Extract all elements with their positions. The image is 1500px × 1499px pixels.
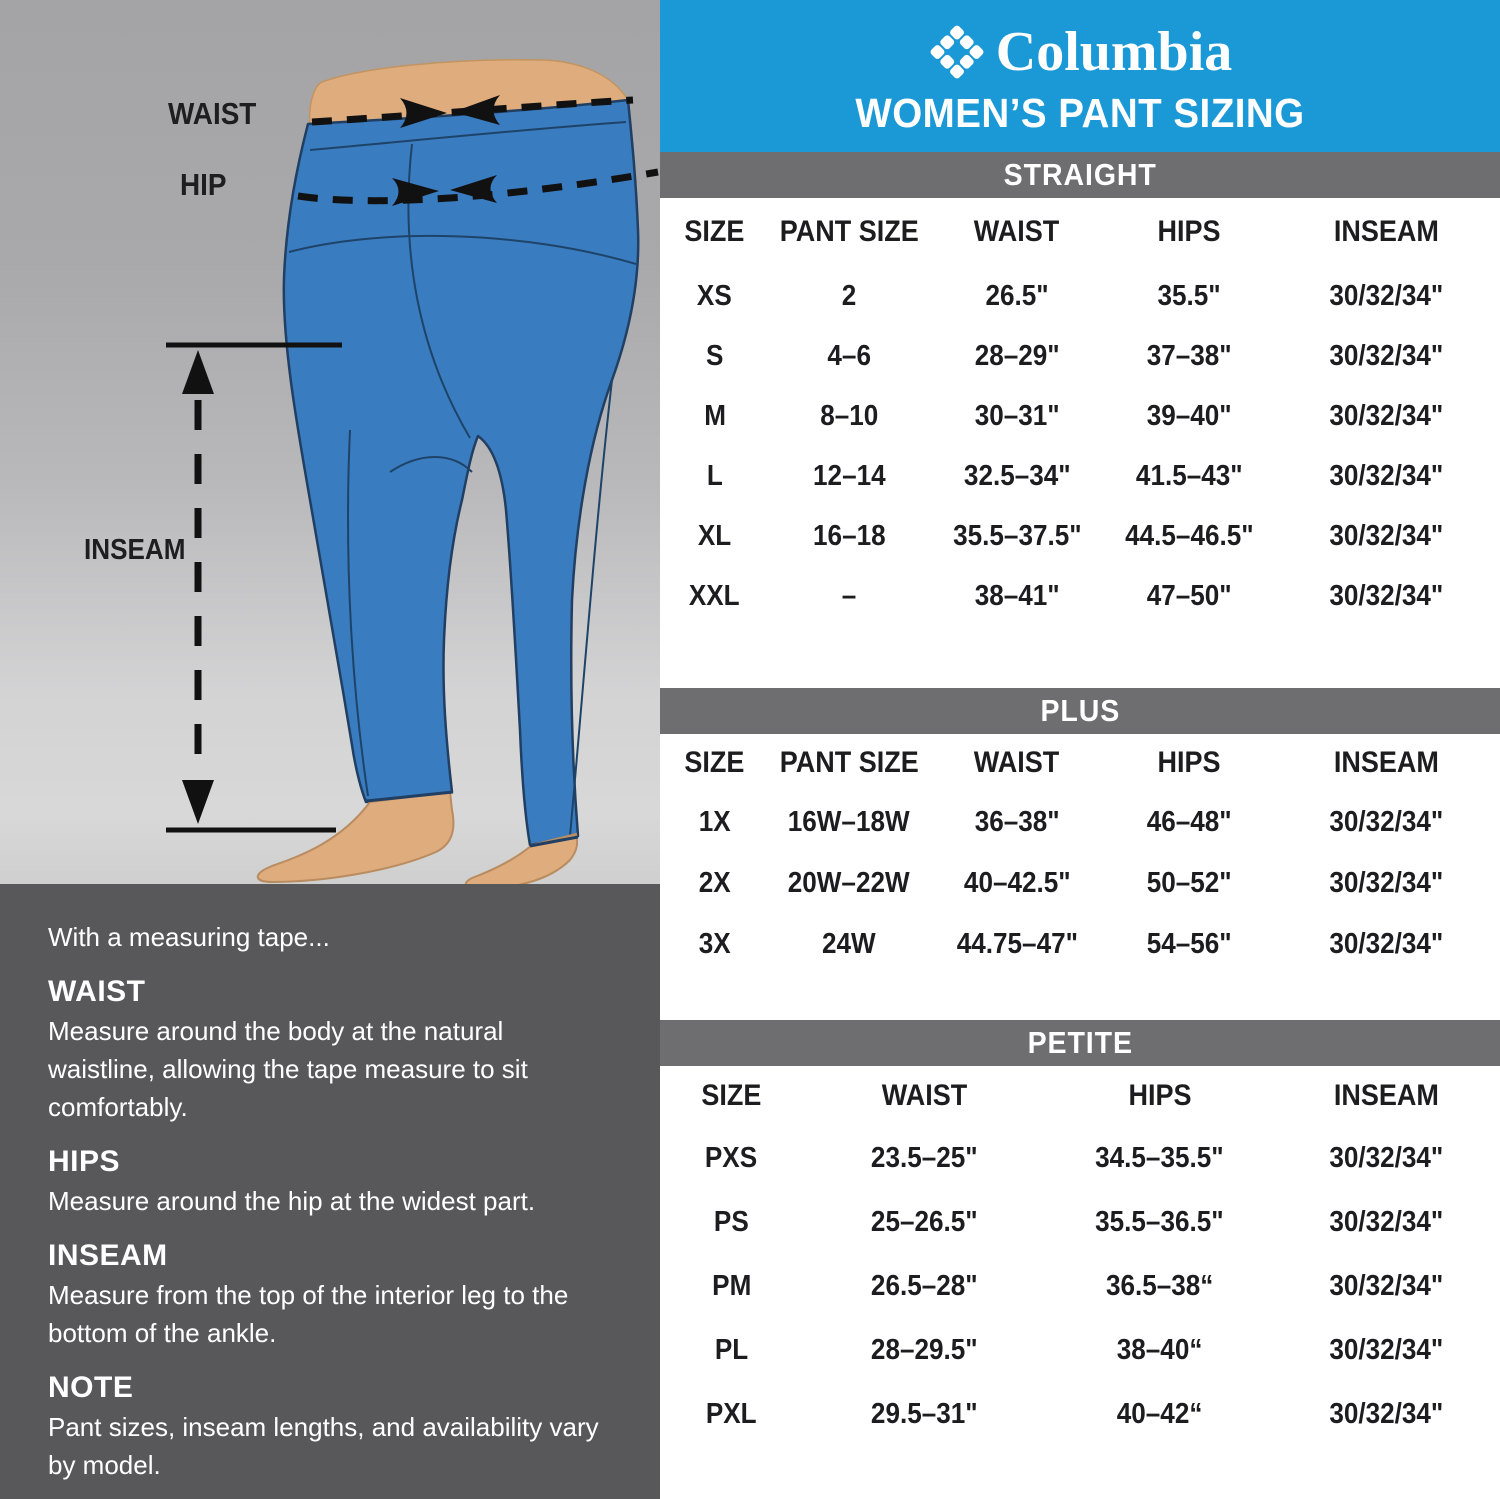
size-table-straight [660, 198, 1500, 626]
table-cell: 12–14 [812, 459, 886, 492]
measuring-instructions-panel [0, 884, 660, 1499]
table-cell: 32.5–34" [963, 459, 1071, 492]
section-bar-label: PLUS [1040, 693, 1120, 728]
column-header: WAIST [881, 1079, 968, 1112]
table-cell: 28–29" [974, 339, 1060, 372]
table-cell: 16–18 [812, 519, 886, 552]
table-cell: 44.5–46.5" [1124, 519, 1254, 552]
table-cell: PXL [706, 1397, 757, 1430]
size-table-plus [660, 734, 1500, 975]
table-cell: 30/32/34" [1329, 1333, 1444, 1366]
pants-figure-illustration [0, 0, 660, 884]
table-cell: 30/32/34" [1329, 928, 1444, 960]
columbia-logo [660, 21, 1500, 83]
diagram-label-inseam: INSEAM [84, 534, 186, 566]
column-header: SIZE [701, 1079, 762, 1112]
column-header: PANT SIZE [779, 746, 919, 779]
size-tables [660, 152, 1500, 1446]
table-cell: 38–40“ [1116, 1333, 1203, 1366]
table-cell: 4–6 [827, 339, 871, 372]
brand-header [660, 0, 1500, 152]
instruction-hips [48, 1144, 612, 1220]
table-cell: 30/32/34" [1329, 519, 1444, 552]
table-cell: XL [697, 519, 732, 552]
instruction-heading: WAIST [48, 975, 146, 1008]
instruction-note [48, 1370, 612, 1484]
table-cell: 34.5–35.5" [1095, 1141, 1225, 1174]
column-header: INSEAM [1334, 746, 1440, 779]
table-cell: 30/32/34" [1329, 806, 1444, 838]
table-cell: PXS [705, 1141, 758, 1174]
table-cell: 2 [841, 279, 857, 312]
column-header: INSEAM [1334, 215, 1440, 248]
table-cell: 35.5–36.5" [1095, 1205, 1225, 1238]
instruction-waist [48, 974, 612, 1126]
table-cell: 29.5–31" [871, 1397, 978, 1430]
table-cell: 8–10 [819, 399, 879, 432]
table-cell: 30/32/34" [1329, 279, 1444, 312]
section-bar-straight [660, 152, 1500, 198]
left-column [0, 0, 660, 1499]
size-table-petite [660, 1066, 1500, 1446]
sizing-tables-column [660, 0, 1500, 1499]
table-cell: 30/32/34" [1329, 1397, 1444, 1430]
column-header: HIPS [1157, 746, 1221, 779]
table-cell: 28–29.5" [871, 1333, 978, 1366]
table-cell: PS [713, 1205, 749, 1238]
instruction-heading: NOTE [48, 1371, 134, 1404]
column-header: WAIST [974, 746, 1060, 779]
column-header: SIZE [684, 215, 745, 248]
table-cell: 30–31" [974, 399, 1060, 432]
table-cell: 41.5–43" [1135, 459, 1243, 492]
table-cell: 30/32/34" [1329, 399, 1444, 432]
instruction-body: Measure around the hip at the widest part. [48, 1186, 536, 1216]
table-cell: S [705, 339, 724, 372]
column-header: INSEAM [1334, 1079, 1440, 1112]
table-cell: 47–50" [1146, 579, 1232, 612]
table-cell: 40–42.5" [963, 867, 1071, 899]
section-bar-petite [660, 1020, 1500, 1066]
table-cell: 26.5–28" [871, 1269, 978, 1302]
table-cell: 54–56" [1146, 928, 1232, 960]
instruction-inseam [48, 1238, 612, 1352]
column-header: HIPS [1128, 1079, 1192, 1112]
table-cell: 36–38" [974, 806, 1060, 838]
table-cell: 30/32/34" [1329, 867, 1444, 899]
table-cell: 40–42“ [1116, 1397, 1203, 1430]
brand-wordmark: Columbia [995, 21, 1233, 83]
section-bar-label: PETITE [1027, 1025, 1133, 1060]
table-cell: M [703, 399, 726, 432]
table-cell: XS [697, 279, 733, 312]
table-cell: 50–52" [1146, 867, 1232, 899]
table-cell: 20W–22W [788, 867, 910, 899]
table-cell: 39–40" [1146, 399, 1232, 432]
table-cell: 1X [698, 806, 731, 838]
table-cell: 30/32/34" [1329, 459, 1444, 492]
table-cell: 16W–18W [788, 806, 910, 838]
table-cell: 3X [698, 928, 731, 960]
table-cell: 46–48" [1146, 806, 1232, 838]
table-cell: – [841, 579, 857, 612]
table-cell: 38–41" [974, 579, 1060, 612]
table-cell: 30/32/34" [1329, 1269, 1444, 1302]
table-cell: 25–26.5" [871, 1205, 978, 1238]
page-title: WOMEN’S PANT SIZING [855, 90, 1305, 136]
table-cell: L [706, 459, 723, 492]
table-cell: 24W [822, 928, 876, 960]
diagram-label-hip: HIP [180, 167, 227, 202]
instructions-intro: With a measuring tape... [48, 922, 330, 952]
column-header: WAIST [974, 215, 1060, 248]
table-cell: 36.5–38“ [1106, 1269, 1214, 1302]
table-cell: 35.5" [1157, 279, 1221, 312]
table-cell: 44.75–47" [956, 928, 1078, 960]
instruction-body: Pant sizes, inseam lengths, and availability vary by model. [48, 1412, 599, 1480]
table-cell: 23.5–25" [871, 1141, 978, 1174]
table-cell: 30/32/34" [1329, 1141, 1444, 1174]
table-cell: 35.5–37.5" [952, 519, 1082, 552]
column-header: PANT SIZE [779, 215, 919, 248]
table-cell: 30/32/34" [1329, 1205, 1444, 1238]
table-cell: 30/32/34" [1329, 579, 1444, 612]
table-cell: PM [711, 1269, 751, 1302]
table-cell: 37–38" [1146, 339, 1232, 372]
instruction-body: Measure from the top of the interior leg to the bottom of the ankle. [48, 1280, 569, 1348]
diagram-label-waist: WAIST [168, 96, 257, 131]
columbia-diamond-logo-icon [928, 23, 986, 81]
instruction-body: Measure around the body at the natural waistline, allowing the tape measure to sit comfortably. [48, 1016, 528, 1122]
section-bar-plus [660, 688, 1500, 734]
instruction-heading: HIPS [48, 1145, 121, 1178]
section-bar-label: STRAIGHT [1003, 157, 1157, 192]
instruction-heading: INSEAM [48, 1239, 168, 1272]
column-header: HIPS [1157, 215, 1221, 248]
pant-measurement-illustration [0, 0, 660, 884]
table-cell: XXL [689, 579, 740, 612]
table-cell: 26.5" [985, 279, 1049, 312]
table-cell: 30/32/34" [1329, 339, 1444, 372]
table-cell: PL [714, 1333, 749, 1366]
column-header: SIZE [684, 746, 745, 779]
table-cell: 2X [698, 867, 731, 899]
